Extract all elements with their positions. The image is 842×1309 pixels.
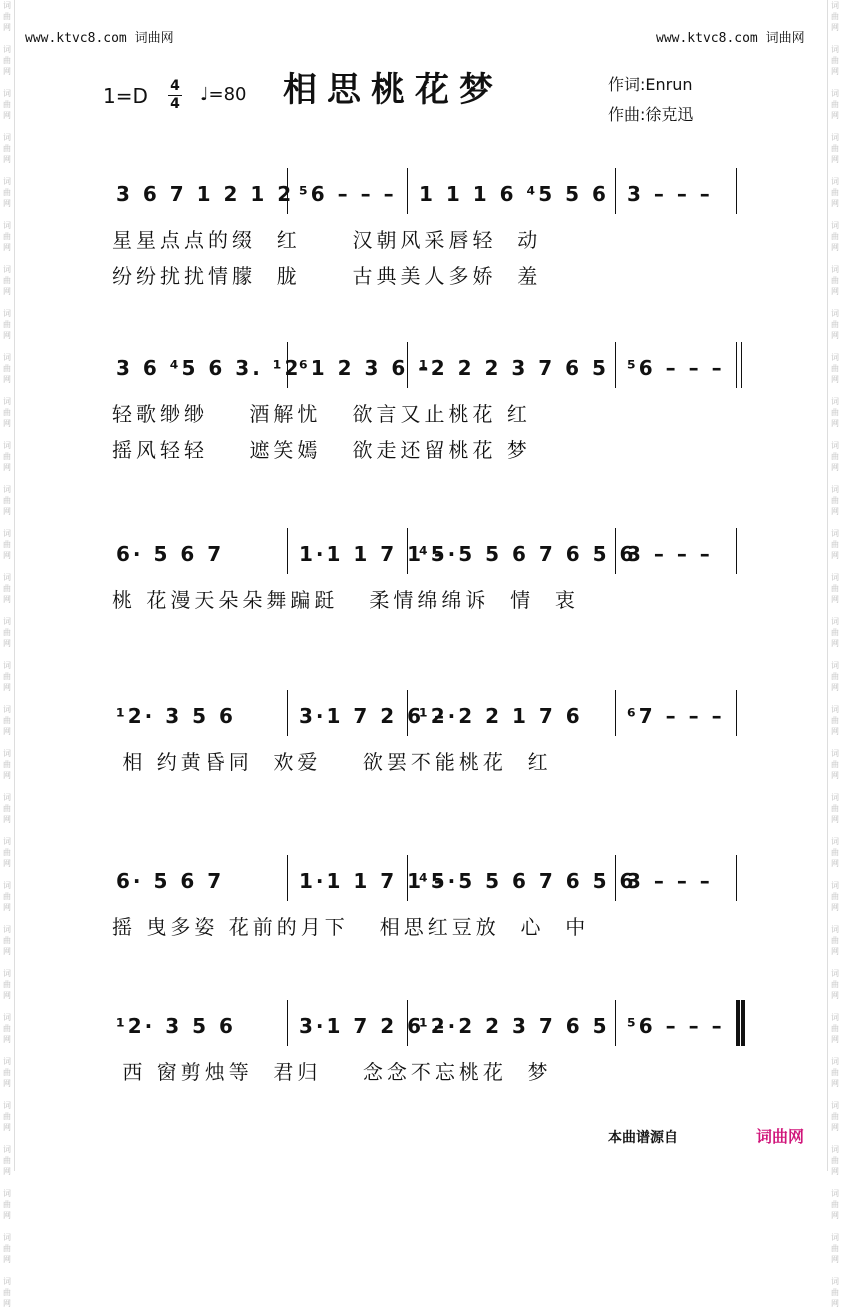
song-title: 相思桃花梦 bbox=[283, 70, 503, 110]
measure-notes: 3 6 ⁴5 6 3. ¹2 bbox=[116, 356, 302, 380]
measure-notes: 1 1 1 6 ⁴5 5 6 bbox=[419, 182, 609, 206]
lyrics-verse-1: 摇 曳多姿 花前的月下 相思红豆放 心 中 bbox=[112, 915, 590, 939]
bar-line bbox=[407, 168, 408, 214]
bar-line bbox=[407, 1000, 408, 1046]
notes-row bbox=[112, 342, 742, 388]
bar-line bbox=[615, 528, 616, 574]
bar-line bbox=[407, 528, 408, 574]
composer-credit: 作曲:徐克迅 bbox=[608, 105, 694, 124]
measure-notes: 6· 5 6 7 bbox=[116, 869, 225, 893]
bar-line bbox=[407, 342, 408, 388]
bar-line bbox=[615, 1000, 616, 1046]
notes-row bbox=[112, 168, 742, 214]
notes-row bbox=[112, 528, 742, 574]
lyrics-verse-2: 纷纷扰扰情朦 胧 古典美人多娇 羞 bbox=[112, 264, 542, 288]
bar-line bbox=[736, 690, 737, 736]
measure-notes: ¹2 2 2 3 7 6 5 bbox=[419, 356, 609, 380]
source-label: 本曲谱源自 bbox=[608, 1130, 678, 1146]
measure-notes: ⁶1 2 3 6 – bbox=[299, 356, 432, 380]
bar-line bbox=[736, 855, 737, 901]
bar-line bbox=[287, 168, 288, 214]
bar-line bbox=[736, 168, 737, 214]
notes-row bbox=[112, 1000, 742, 1046]
measure-notes: ⁶7 – – – bbox=[627, 704, 725, 728]
bar-line bbox=[287, 1000, 288, 1046]
left-watermark-strip: 词 曲 网 词 曲 网 词 曲 网 词 曲 网 词 曲 网 词 曲 网 词 曲 网 词 曲 网 词 曲 网 词 曲 网 词 曲 网 词 曲 网 词 曲 网 词 曲 网 词 曲 网 词 曲 网 词 曲 网 词 曲 网 词 曲 网 词 曲 网 词 曲 网 词 曲 网 词 曲 网 词 曲 网 词 曲 网 词 曲 网 词 曲 网 词 曲 网 词 曲 网 词 曲 网 bbox=[0, 0, 15, 1171]
bar-line bbox=[615, 855, 616, 901]
measure-notes: 3 – – – bbox=[627, 182, 713, 206]
bar-line bbox=[736, 528, 737, 574]
bar-line bbox=[287, 690, 288, 736]
measure-notes: ⁴5·5 5 6 7 6 5 6 bbox=[419, 542, 637, 566]
notes-row bbox=[112, 855, 742, 901]
measure-notes: 3 – – – bbox=[627, 869, 713, 893]
site-watermark-right: www.ktvc8.com 词曲网 bbox=[656, 31, 805, 46]
right-watermark-strip: 词 曲 网 词 曲 网 词 曲 网 词 曲 网 词 曲 网 词 曲 网 词 曲 网 词 曲 网 词 曲 网 词 曲 网 词 曲 网 词 曲 网 词 曲 网 词 曲 网 词 曲 网 词 曲 网 词 曲 网 词 曲 网 词 曲 网 词 曲 网 词 曲 网 词 曲 网 词 曲 网 词 曲 网 词 曲 网 词 曲 网 词 曲 网 词 曲 网 词 曲 网 词 曲 网 bbox=[827, 0, 842, 1171]
bar-line bbox=[736, 342, 737, 388]
lyrics-verse-1: 轻歌缈缈 酒解忧 欲言又止桃花 红 bbox=[112, 402, 531, 426]
lyrics-verse-1: 相 约黄昏同 欢爱 欲罢不能桃花 红 bbox=[112, 750, 552, 774]
bar-line bbox=[287, 342, 288, 388]
lyrics-verse-1: 西 窗剪烛等 君归 念念不忘桃花 梦 bbox=[112, 1060, 552, 1084]
measure-notes: ⁵6 – – – bbox=[627, 1014, 725, 1038]
measure-notes: ¹2· 3 5 6 bbox=[116, 1014, 236, 1038]
measure-notes: 3·1 7 2 6 – bbox=[299, 1014, 448, 1038]
measure-notes: ¹2· 3 5 6 bbox=[116, 704, 236, 728]
lyrics-verse-1: 桃 花漫天朵朵舞蹁跹 柔情绵绵诉 情 衷 bbox=[112, 588, 579, 612]
bar-line bbox=[615, 690, 616, 736]
time-signature-bottom: 4 bbox=[170, 96, 180, 112]
brand-logo-text: 词曲网 bbox=[756, 1127, 805, 1146]
bar-line-double bbox=[741, 342, 742, 388]
tempo-marking: ♩=80 bbox=[200, 84, 247, 105]
bar-line-double bbox=[741, 1000, 745, 1046]
measure-notes: 3 6 7 1 2 1 2 bbox=[116, 182, 295, 206]
lyrics-verse-1: 星星点点的缀 红 汉朝风采唇轻 动 bbox=[112, 228, 542, 252]
bar-line bbox=[615, 168, 616, 214]
measure-notes: ¹2·2 2 1 7 6 bbox=[419, 704, 583, 728]
time-signature-top: 4 bbox=[170, 78, 180, 94]
measure-notes: ⁵6 – – – bbox=[627, 356, 725, 380]
bar-line bbox=[407, 690, 408, 736]
measure-notes: ¹2·2 2 3 7 6 5 bbox=[419, 1014, 610, 1038]
bar-line bbox=[287, 855, 288, 901]
bar-line bbox=[615, 342, 616, 388]
measure-notes: 6· 5 6 7 bbox=[116, 542, 225, 566]
measure-notes: ⁵6 – – – bbox=[299, 182, 397, 206]
measure-notes: ⁴5·5 5 6 7 6 5 6 bbox=[419, 869, 637, 893]
bar-line bbox=[407, 855, 408, 901]
key-signature: 1=D bbox=[103, 84, 148, 108]
time-signature bbox=[168, 79, 182, 112]
measure-notes: 1·1 1 7 1 – bbox=[299, 542, 448, 566]
measure-notes: 3·1 7 2 6 – bbox=[299, 704, 448, 728]
measure-notes: 3 – – – bbox=[627, 542, 713, 566]
notes-row bbox=[112, 690, 742, 736]
bar-line bbox=[287, 528, 288, 574]
site-watermark-left: www.ktvc8.com 词曲网 bbox=[25, 31, 174, 46]
lyricist-credit: 作词:Enrun bbox=[608, 75, 693, 94]
lyrics-verse-2: 摇风轻轻 遮笑嫣 欲走还留桃花 梦 bbox=[112, 438, 531, 462]
measure-notes: 1·1 1 7 1 – bbox=[299, 869, 448, 893]
bar-line bbox=[736, 1000, 740, 1046]
